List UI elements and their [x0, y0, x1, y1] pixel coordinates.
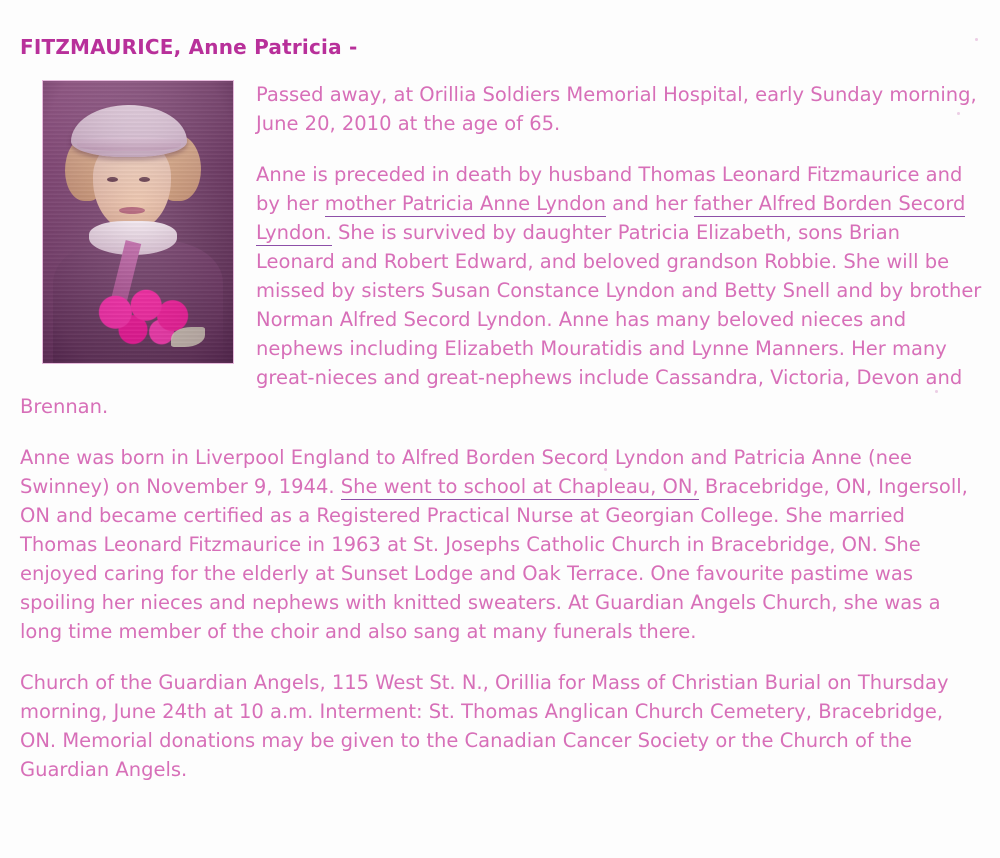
biography-underline-school: She went to school at Chapleau, ON,: [340, 475, 699, 498]
paragraph-biography: [20, 443, 982, 646]
deceased-name: FITZMAURICE, Anne Patricia: [20, 35, 342, 60]
biography-text-1: Anne was born in Liverpool England to Alfred Borden Secord Lyndon and Patricia Anne (nee Swinney) on November 9, 1944.: [20, 446, 912, 498]
family-text-1: Anne is preceded in death by husband Thomas Leonard Fitzmaurice and by her: [256, 163, 963, 215]
family-text-3: She is survived by daughter Patricia Elizabeth, sons Brian Leonard and Robert Edward, and beloved grandson Robbie. She will be missed by sisters Susan Constance Lyndon and Betty Snell and by brother Norman Alfred Secord Lyndon. Anne has many beloved nieces and nephews including Elizabeth Mouratidis and Lynne Manners. Her many great-nieces and great-nephews include Cassandra, Victoria, Devon and Brennan.: [20, 221, 982, 418]
family-underline-mother: mother Patricia Anne Lyndon: [324, 192, 606, 215]
paragraph-service: [20, 668, 982, 784]
title-dash: -: [348, 35, 358, 60]
family-underline-father: father Alfred Borden Secord Lyndon.: [256, 192, 966, 244]
scan-speck: [975, 38, 978, 41]
paragraph-passing-text: Passed away, at Orillia Soldiers Memorial Hospital, early Sunday morning, June 20, 2010 at the age of 65.: [256, 83, 977, 135]
service-text: Church of the Guardian Angels, 115 West St. N., Orillia for Mass of Christian Burial on Thursday morning, June 24th at 10 a.m. Interment: St. Thomas Anglican Church Cemetery, Bracebridge, ON. Memorial donations may be given to the Canadian Cancer Society or the Church of the Guardian Angels.: [20, 671, 949, 781]
page-title: [20, 35, 357, 59]
biography-text-2: Bracebridge, ON, Ingersoll, ON and became certified as a Registered Practical Nurse at Georgian College. She married Thomas Leonard Fitzmaurice in 1963 at St. Josephs Catholic Church in Bracebridge, ON. She enjoyed caring for the elderly at Sunset Lodge and Oak Terrace. One favourite pastime was spoiling her nieces and nephews with knitted sweaters. At Guardian Angels Church, she was a long time member of the choir and also sang at many funerals there.: [20, 475, 968, 643]
family-text-2: and her: [605, 192, 694, 215]
text-wrap-spacer: [20, 80, 256, 370]
obituary-body: [20, 80, 982, 806]
